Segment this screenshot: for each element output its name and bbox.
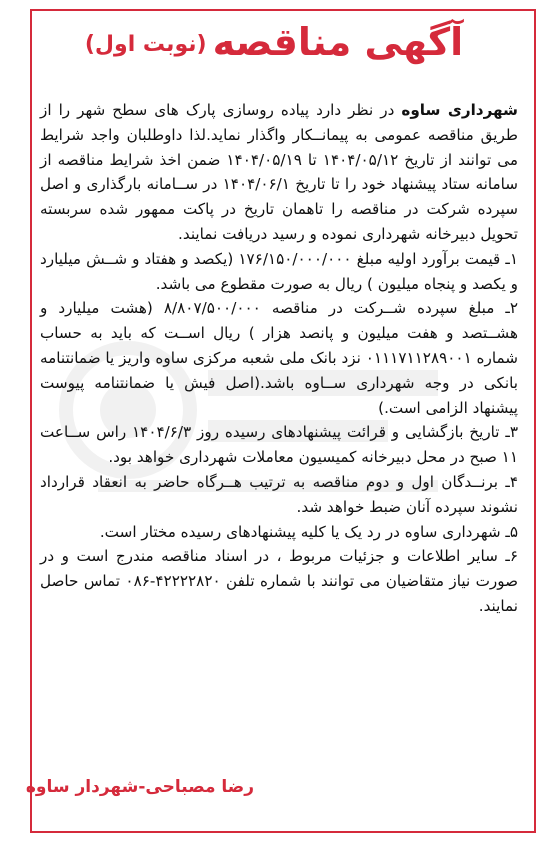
item-estimate: ۱ـ قیمت برآورد اولیه مبلغ ۱۷۶/۱۵۰/۰۰۰/۰۰۰ (یکصد و هفتاد و شــش میلیارد و یکصد و پنجاه میلیون ) ریال به صورت مقطوع می باشد. [40, 249, 518, 293]
intro-organization: شهرداری ساوه [401, 101, 518, 119]
item-deposit: ۲ـ مبلغ سپرده شــرکت در مناقصه ۸/۸۰۷/۵۰۰/۰۰۰ (هشت میلیارد و هشــتصد و هفت میلیون و پانصد هزار ) ریال اســت که باید به حساب شماره ۰۱۱۱۷۱۱۲۸۹۰۰۱ نزد بانک ملی شعبه مرکزی ساوه واریز یا ضمانتنامه بانکی در وجه شهرداری ســاوه باشد.(اصل فیش یا ضمانتنامه پیوست پیشنهاد الزامی است.) [39, 299, 518, 417]
item-contact: ۶ـ سایر اطلاعات و جزئیات مربوط ، در اسناد مناقصه مندرج است و در صورت نیاز متقاضیان می توانند با شماره تلفن ۴۲۲۲۲۸۲۰-۰۸۶ تماس حاصل نمایند. [40, 547, 518, 615]
title-round-label: (نوبت اول) [84, 32, 207, 57]
intro-text: در نظر دارد پیاده روسازی پارک های سطح شهر را از طریق مناقصه عمومی به پیمانــکار واگذار نماید.لذا داوطلبان واجد شرایط می توانند از تاریخ ۱۴۰۴/۰۵/۱۲ تا ۱۴۰۴/۰۵/۱۹ ضمن اخذ شرایط مناقصه از سامانه ستاد پیشنهاد خود را تا تاریخ ۱۴۰۴/۰۶/۱ در ســامانه بارگذاری و اصل سپرده شرکت در مناقصه را تاهمان تاریخ در پاکت ممهور شده سربسته تحویل دبیرخانه شهرداری نموده و رسید دریافت نمایند. [40, 101, 519, 243]
signature: رضا مصباحی-شهردار ساوه [25, 777, 254, 797]
title-main: آگهی مناقصه [212, 20, 464, 64]
item-rejection: ۵ـ شهرداری ساوه در رد یک یا کلیه پیشنهادهای رسیده مختار است. [99, 522, 518, 541]
intro-paragraph [40, 98, 518, 247]
notice-body [40, 98, 518, 619]
item-opening: ۳ـ تاریخ بازگشایی و قرائت پیشنهادهای رسیده روز ۱۴۰۴/۶/۳ راس ســاعت ۱۱ صبح در محل دبیرخانه کمیسیون معاملات شهرداری خواهد بود. [40, 423, 518, 467]
notice-title [0, 20, 548, 64]
item-winners: ۴ـ برنــدگان اول و دوم مناقصه به ترتیب هــرگاه حاضر به انعقاد قرارداد نشوند سپرده آنان ضبط خواهد شد. [40, 472, 518, 516]
